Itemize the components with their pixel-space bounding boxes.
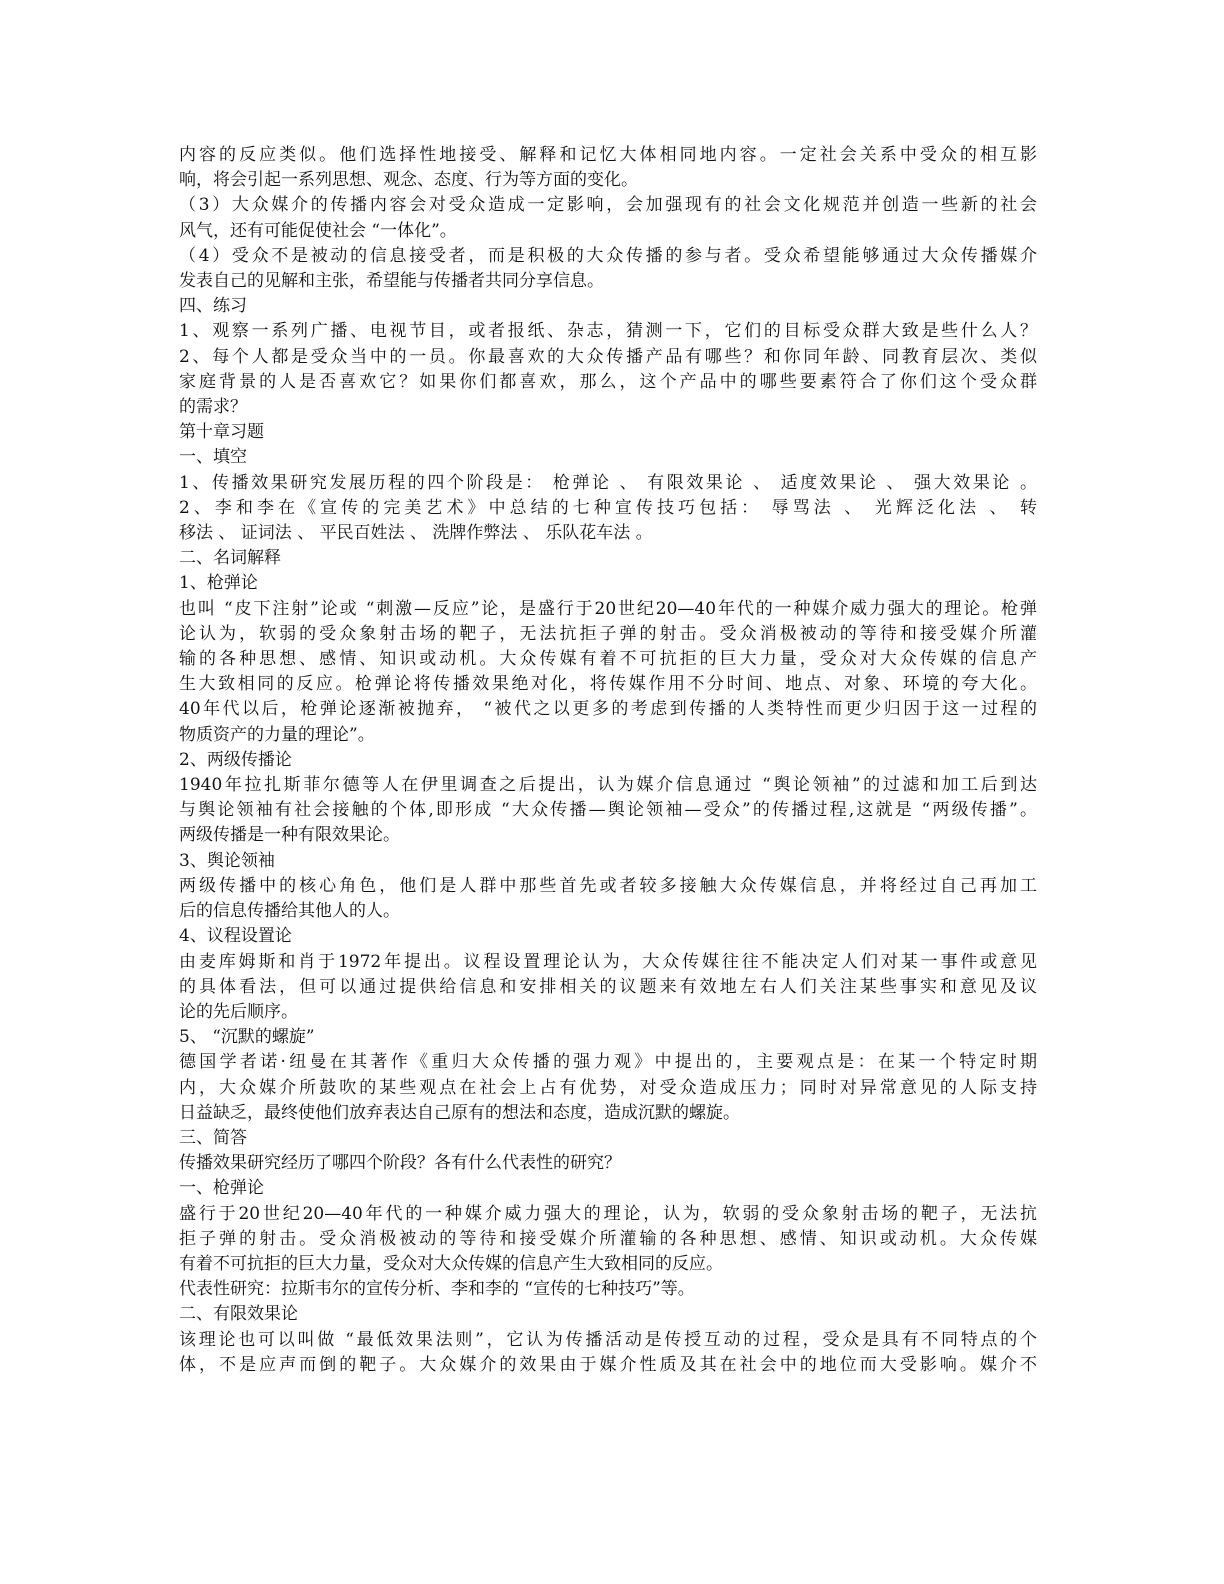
text-line: 生大致相同的反应。枪弹论将传播效果绝对化，将传媒作用不分时间、地点、对象、环境的夸大化。 (179, 674, 1037, 695)
text-line: 盛行于20世纪20—40年代的一种媒介威力强大的理论，认为，软弱的受众象射击场的靶子，无法抗 (179, 1203, 1037, 1224)
section-heading: 四、练习 (179, 296, 247, 317)
section-heading: 三、简答 (179, 1127, 247, 1148)
text-line: 该理论也可以叫做 “最低效果法则”，它认为传播活动是传授互动的过程，受众是具有不同特点的个 (179, 1329, 1037, 1350)
text-line: 的需求？ (179, 397, 247, 418)
text-line: 1、观察一系列广播、电视节目，或者报纸、杂志，猜测一下，它们的目标受众群大致是些什么人？ (179, 321, 1037, 342)
term-heading: 1、枪弹论 (179, 573, 258, 594)
text-line: 有着不可抗拒的巨大力量，受众对大众传媒的信息产生大致相同的反应。 (179, 1253, 723, 1274)
term-heading: 4、议程设置论 (179, 926, 292, 947)
text-line: 1940年拉扎斯菲尔德等人在伊里调查之后提出，认为媒介信息通过 “舆论领袖”的过滤和加工后到达 (179, 775, 1037, 796)
text-line: 2、李和李在《宣传的完美艺术》中总结的七种宣传技巧包括： 辱骂法 、 光辉泛化法 、 转 (179, 497, 1037, 518)
text-line: 物质资产的力量的理论”。 (179, 724, 375, 745)
term-heading: 2、两级传播论 (179, 749, 292, 770)
text-line: 代表性研究：拉斯韦尔的宣传分析、李和李的 “宣传的七种技巧”等。 (179, 1279, 695, 1300)
text-line: 德国学者诺·纽曼在其著作《重归大众传播的强力观》中提出的，主要观点是：在某一个特定时期 (179, 1052, 1037, 1073)
question-line: 传播效果研究经历了哪四个阶段？各有什么代表性的研究？ (179, 1153, 621, 1174)
text-line: 输的各种思想、感情、知识或动机。大众传媒有着不可抗拒的巨大力量，受众对大众传媒的信息产 (179, 649, 1037, 670)
term-heading: 5、 “沉默的螺旋” (179, 1027, 315, 1048)
text-line: 40年代以后，枪弹论逐渐被抛弃， “被代之以更多的考虑到传播的人类特性而更少归因于这一过程的 (179, 699, 1037, 720)
section-heading: 一、填空 (179, 447, 247, 468)
text-line: （4）受众不是被动的信息接受者，而是积极的大众传播的参与者。受众希望能够通过大众传播媒介 (179, 245, 1037, 266)
text-line: 体，不是应声而倒的靶子。大众媒介的效果由于媒介性质及其在社会中的地位而大受影响。媒介不 (179, 1354, 1037, 1375)
document-body (179, 143, 1037, 1378)
text-line: 两级传播中的核心角色，他们是人群中那些首先或者较多接触大众传媒信息，并将经过自己再加工 (179, 875, 1037, 896)
text-line: 论认为，软弱的受众象射击场的靶子，无法抗拒子弹的射击。受众消极被动的等待和接受媒介所灌 (179, 623, 1037, 644)
text-line: （3）大众媒介的传播内容会对受众造成一定影响，会加强现有的社会文化规范并创造一些新的社会 (179, 195, 1037, 216)
text-line: 日益缺乏，最终使他们放弃表达自己原有的想法和态度，造成沉默的螺旋。 (179, 1102, 740, 1123)
text-line: 2、每个人都是受众当中的一员。你最喜欢的大众传播产品有哪些？和你同年龄、同教育层次、类似 (179, 346, 1037, 367)
text-line: 后的信息传播给其他人的人。 (179, 901, 400, 922)
subsection-heading: 一、枪弹论 (179, 1178, 264, 1199)
text-line: 1、传播效果研究发展历程的四个阶段是： 枪弹论 、 有限效果论 、 适度效果论 、 强大效果论 。 (179, 472, 1037, 493)
text-line: 风气，还有可能促使社会 “一体化”。 (179, 220, 457, 241)
text-line: 论的先后顺序。 (179, 1001, 298, 1022)
text-line: 家庭背景的人是否喜欢它？如果你们都喜欢，那么，这个产品中的哪些要素符合了你们这个受众群 (179, 371, 1037, 392)
subsection-heading: 二、有限效果论 (179, 1304, 298, 1325)
text-line: 响，将会引起一系列思想、观念、态度、行为等方面的变化。 (179, 170, 638, 191)
text-line: 由麦库姆斯和肖于1972年提出。议程设置理论认为，大众传媒往往不能决定人们对某一事件或意见 (179, 951, 1037, 972)
text-line: 发表自己的见解和主张，希望能与传播者共同分享信息。 (179, 271, 604, 292)
section-heading: 二、名词解释 (179, 548, 281, 569)
text-line: 内，大众媒介所鼓吹的某些观点在社会上占有优势，对受众造成压力；同时对异常意见的人际支持 (179, 1077, 1037, 1098)
text-line: 两级传播是一种有限效果论。 (179, 825, 400, 846)
chapter-heading: 第十章习题 (179, 422, 264, 443)
text-line: 拒子弹的射击。受众消极被动的等待和接受媒介所灌输的各种思想、感情、知识或动机。大众传媒 (179, 1228, 1037, 1249)
text-line: 移法 、 证词法 、 平民百姓法 、 洗牌作弊法 、 乐队花车法 。 (179, 523, 653, 544)
text-line: 与舆论领袖有社会接触的个体,即形成 “大众传播—舆论领袖—受众”的传播过程,这就是 “两级传播”。 (179, 800, 1037, 821)
text-line: 内容的反应类似。他们选择性地接受、解释和记忆大体相同地内容。一定社会关系中受众的相互影 (179, 145, 1037, 165)
text-line: 也叫 “皮下注射”论或 “刺激—反应”论，是盛行于20世纪20—40年代的一种媒介威力强大的理论。枪弹 (179, 598, 1037, 619)
term-heading: 3、舆论领袖 (179, 850, 275, 871)
text-line: 的具体看法，但可以通过提供给信息和安排相关的议题来有效地左右人们关注某些事实和意见及议 (179, 976, 1037, 997)
